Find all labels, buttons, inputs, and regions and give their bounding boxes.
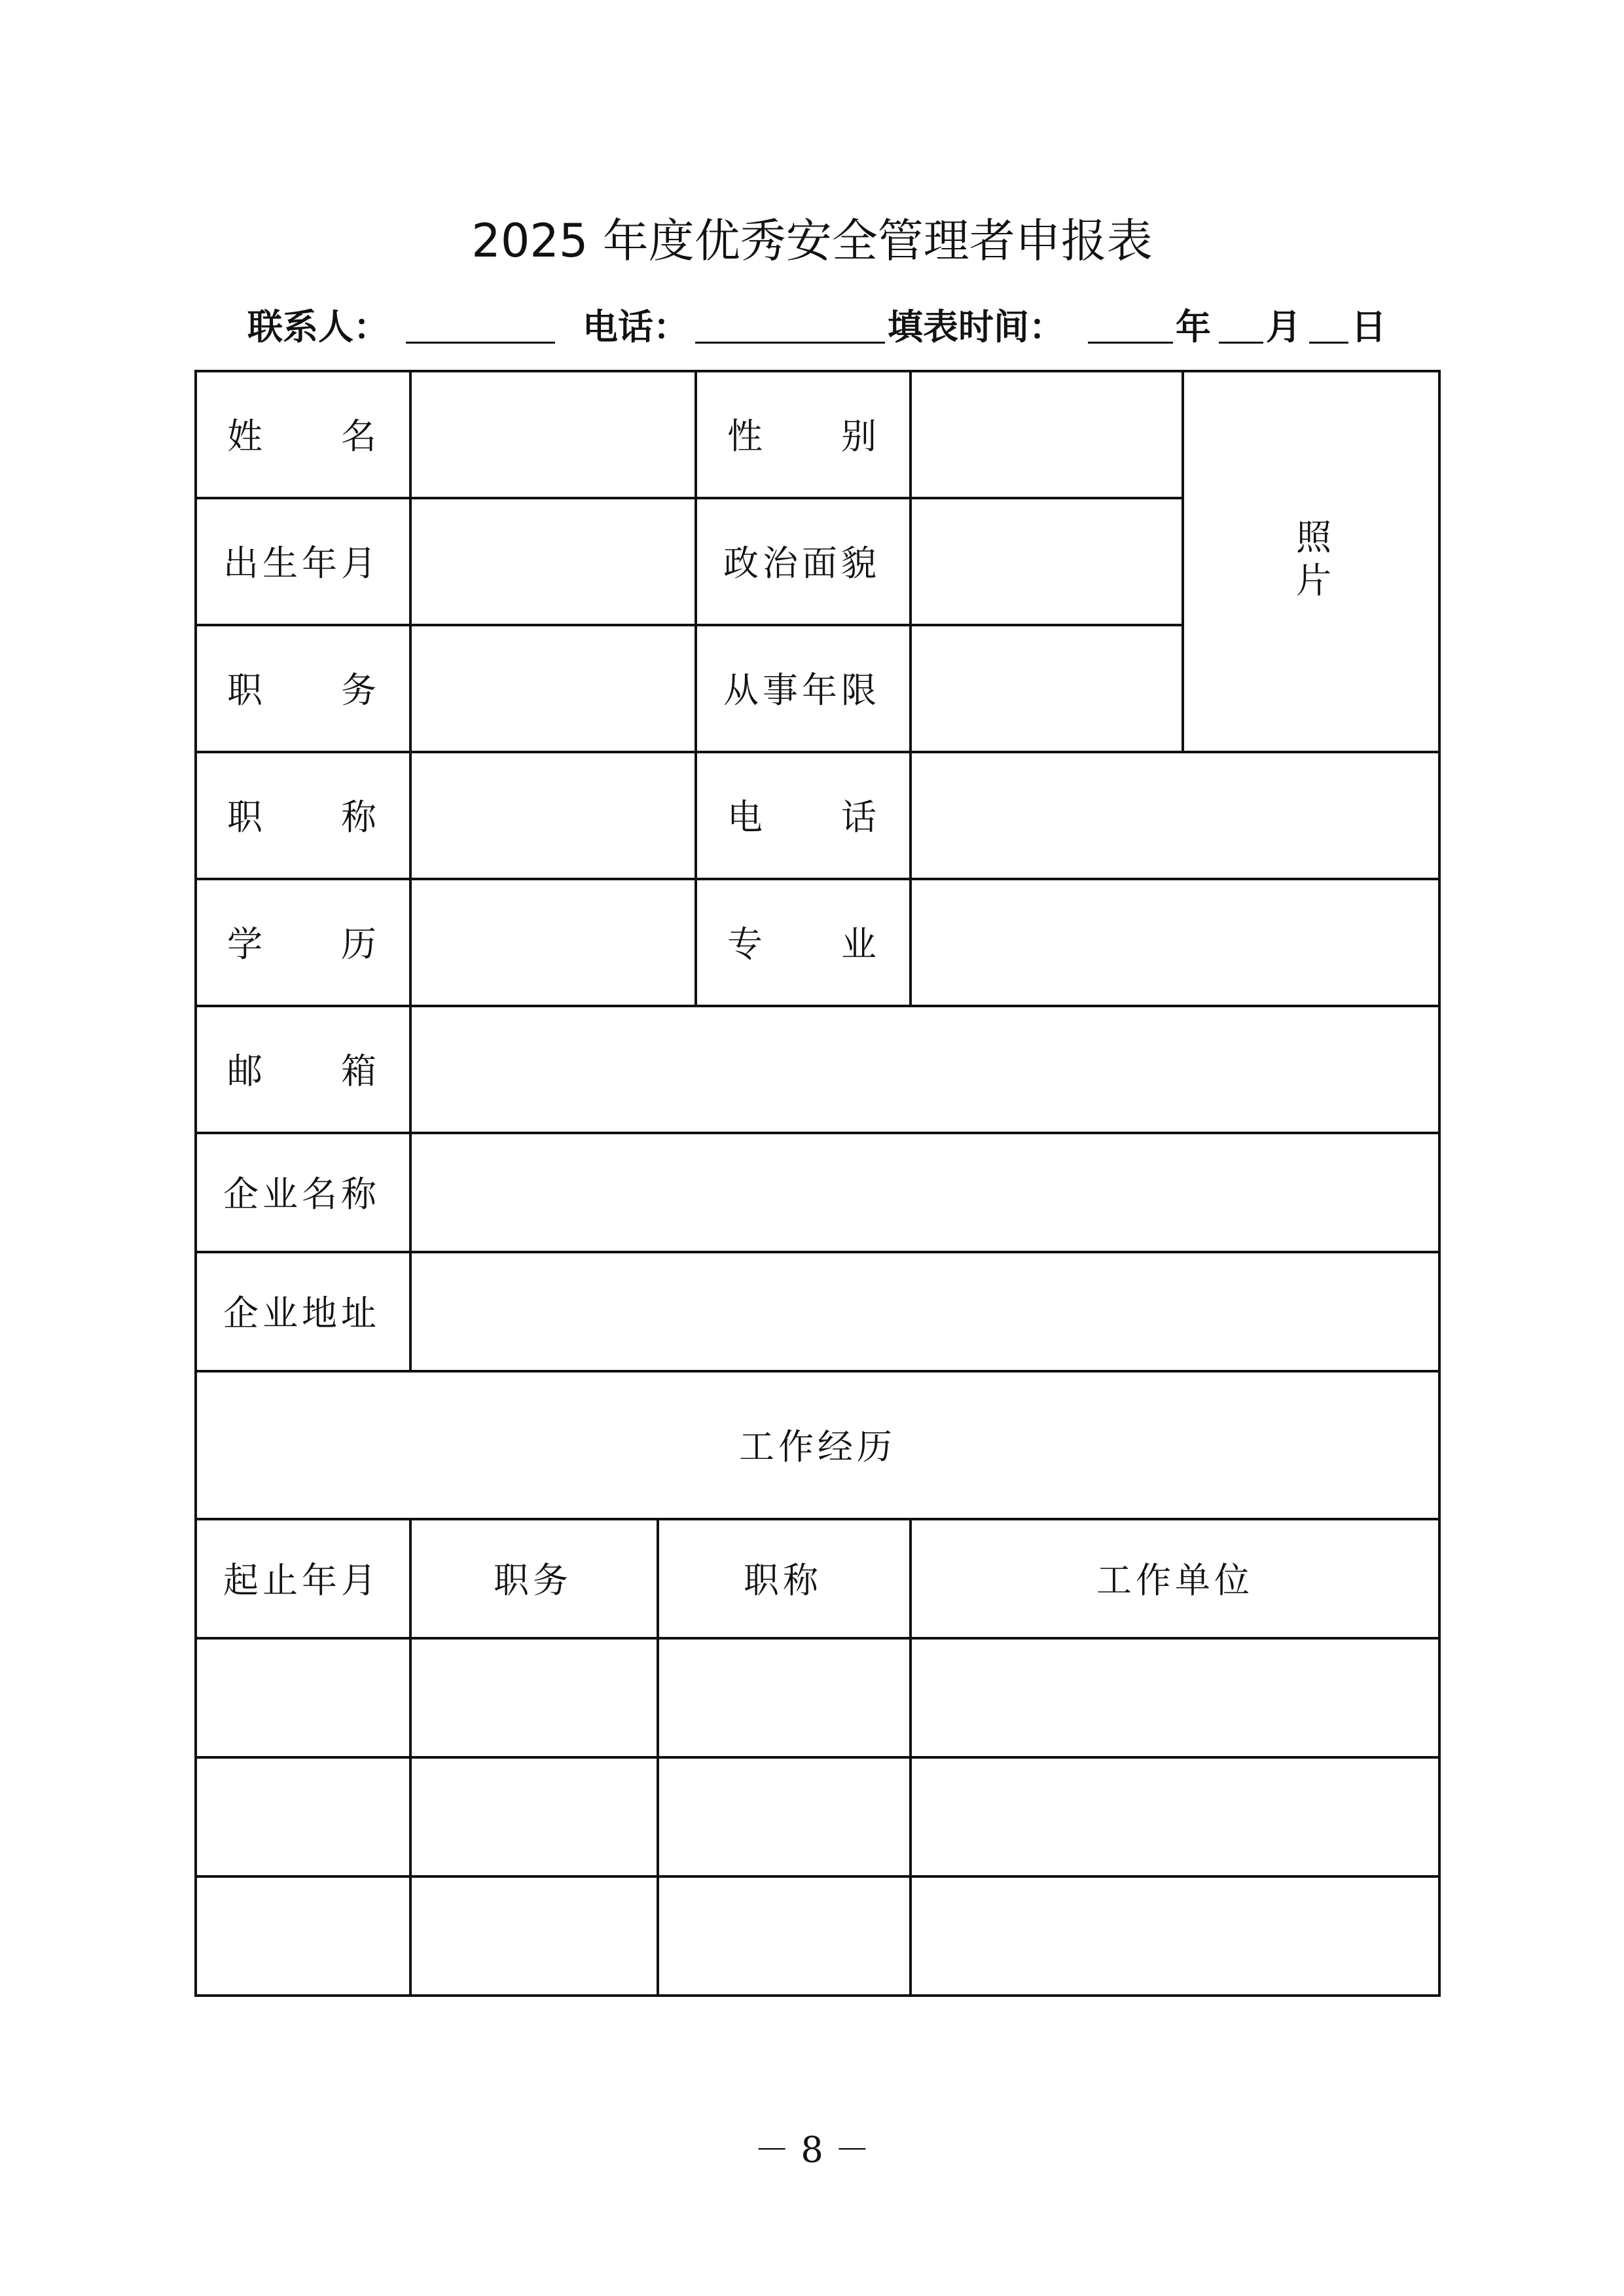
title-rank-label: 职 称 (227, 796, 376, 838)
year-label: 年 (1176, 306, 1211, 348)
photo-placeholder[interactable]: 照片 (1290, 518, 1332, 605)
gender-field[interactable] (912, 372, 1182, 497)
date-label: 填表时间： (888, 306, 1064, 348)
table-row-1-employer[interactable] (912, 1640, 1438, 1756)
phone-row-label: 电 话 (727, 796, 876, 838)
birth-label: 出生年月 (223, 542, 380, 584)
company-name-label: 企业名称 (223, 1173, 380, 1215)
major-field[interactable] (912, 880, 1438, 1005)
email-label: 邮 箱 (227, 1050, 376, 1092)
month-label: 月 (1266, 306, 1301, 348)
education-field[interactable] (412, 880, 695, 1005)
table-row-3-title[interactable] (659, 1878, 909, 1994)
birth-field[interactable] (412, 499, 695, 624)
education-label: 学 历 (227, 923, 376, 965)
day-field[interactable] (1309, 342, 1348, 344)
company-address-field[interactable] (412, 1253, 1438, 1370)
years-engaged-label: 从事年限 (723, 669, 880, 711)
position-label: 职 务 (227, 669, 376, 711)
gender-label: 性 别 (727, 415, 876, 457)
table-row-1-period[interactable] (197, 1640, 409, 1756)
table-row-2-period[interactable] (197, 1759, 409, 1875)
title-rank-field[interactable] (412, 753, 695, 878)
political-field[interactable] (912, 499, 1182, 624)
work-history-heading: 工作经历 (739, 1426, 896, 1467)
table-row-2-title[interactable] (659, 1759, 909, 1875)
page-number: － 8 － (754, 2129, 870, 2170)
month-field[interactable] (1219, 342, 1263, 344)
political-label: 政治面貌 (723, 542, 880, 584)
phone-field[interactable] (695, 342, 885, 344)
table-row-2-employer[interactable] (912, 1759, 1438, 1875)
years-engaged-field[interactable] (912, 626, 1182, 751)
col-title: 职称 (744, 1559, 822, 1601)
phone-row-field[interactable] (912, 753, 1438, 878)
year-field[interactable] (1088, 342, 1173, 344)
table-row-3-employer[interactable] (912, 1878, 1438, 1994)
contact-label: 联系人： (247, 306, 389, 348)
company-address-label: 企业地址 (223, 1292, 380, 1334)
page-title: 2025 年度优秀安全管理者申报表 (471, 214, 1153, 268)
name-label: 姓 名 (227, 415, 376, 457)
major-label: 专 业 (727, 923, 876, 965)
col-employer: 工作单位 (1096, 1559, 1254, 1601)
company-name-field[interactable] (412, 1134, 1438, 1251)
table-row-1-title[interactable] (659, 1640, 909, 1756)
table-row-3-period[interactable] (197, 1878, 409, 1994)
name-field[interactable] (412, 372, 695, 497)
phone-label: 电话： (583, 306, 689, 348)
application-form (194, 370, 1441, 2000)
table-row-1-position[interactable] (412, 1640, 657, 1756)
col-period: 起止年月 (223, 1559, 380, 1601)
table-row-3-position[interactable] (412, 1878, 657, 1994)
table-row-2-position[interactable] (412, 1759, 657, 1875)
day-label: 日 (1351, 306, 1386, 348)
col-position: 职务 (494, 1559, 572, 1601)
email-field[interactable] (412, 1007, 1438, 1132)
contact-field[interactable] (406, 342, 555, 344)
position-field[interactable] (412, 626, 695, 751)
